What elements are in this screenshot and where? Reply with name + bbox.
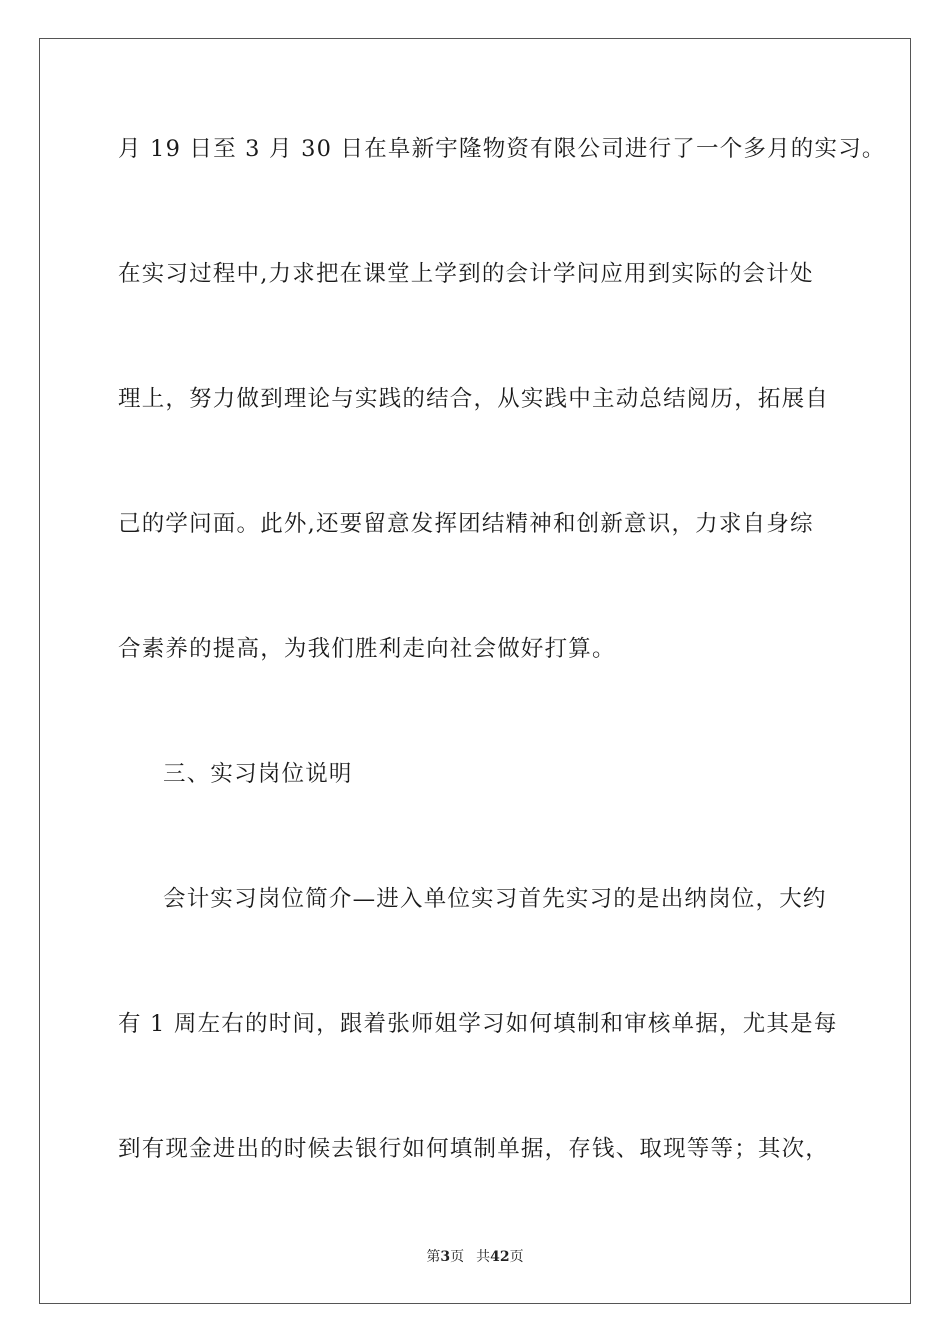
body-text-line: 理上，努力做到理论与实践的结合，从实践中主动总结阅历，拓展自 <box>118 386 830 412</box>
body-text-line: 会计实习岗位简介—进入单位实习首先实习的是出纳岗位，大约 <box>163 886 827 912</box>
total-prefix: 共 <box>476 1249 491 1265</box>
page-suffix: 页 <box>450 1249 465 1265</box>
current-page-number: 3 <box>440 1249 451 1265</box>
body-text-line: 有 1 周左右的时间，跟着张师姐学习如何填制和审核单据，尤其是每 <box>118 1011 838 1037</box>
page-prefix: 第 <box>426 1249 441 1265</box>
page-footer <box>0 1248 950 1266</box>
page-frame <box>39 38 911 1304</box>
body-text-line: 在实习过程中,力求把在课堂上学到的会计学问应用到实际的会计处 <box>118 261 814 287</box>
body-text-line: 月 19 日至 3 月 30 日在阜新宇隆物资有限公司进行了一个多月的实习。 <box>118 136 886 162</box>
body-text-line: 己的学问面。此外,还要留意发挥团结精神和创新意识，力求自身综 <box>118 511 814 537</box>
body-text-line: 合素养的提高，为我们胜利走向社会做好打算。 <box>118 636 616 662</box>
total-page-number: 42 <box>490 1249 510 1265</box>
total-suffix: 页 <box>509 1249 524 1265</box>
section-heading: 三、实习岗位说明 <box>163 761 353 787</box>
body-text-line: 到有现金进出的时候去银行如何填制单据，存钱、取现等等；其次， <box>118 1136 830 1162</box>
